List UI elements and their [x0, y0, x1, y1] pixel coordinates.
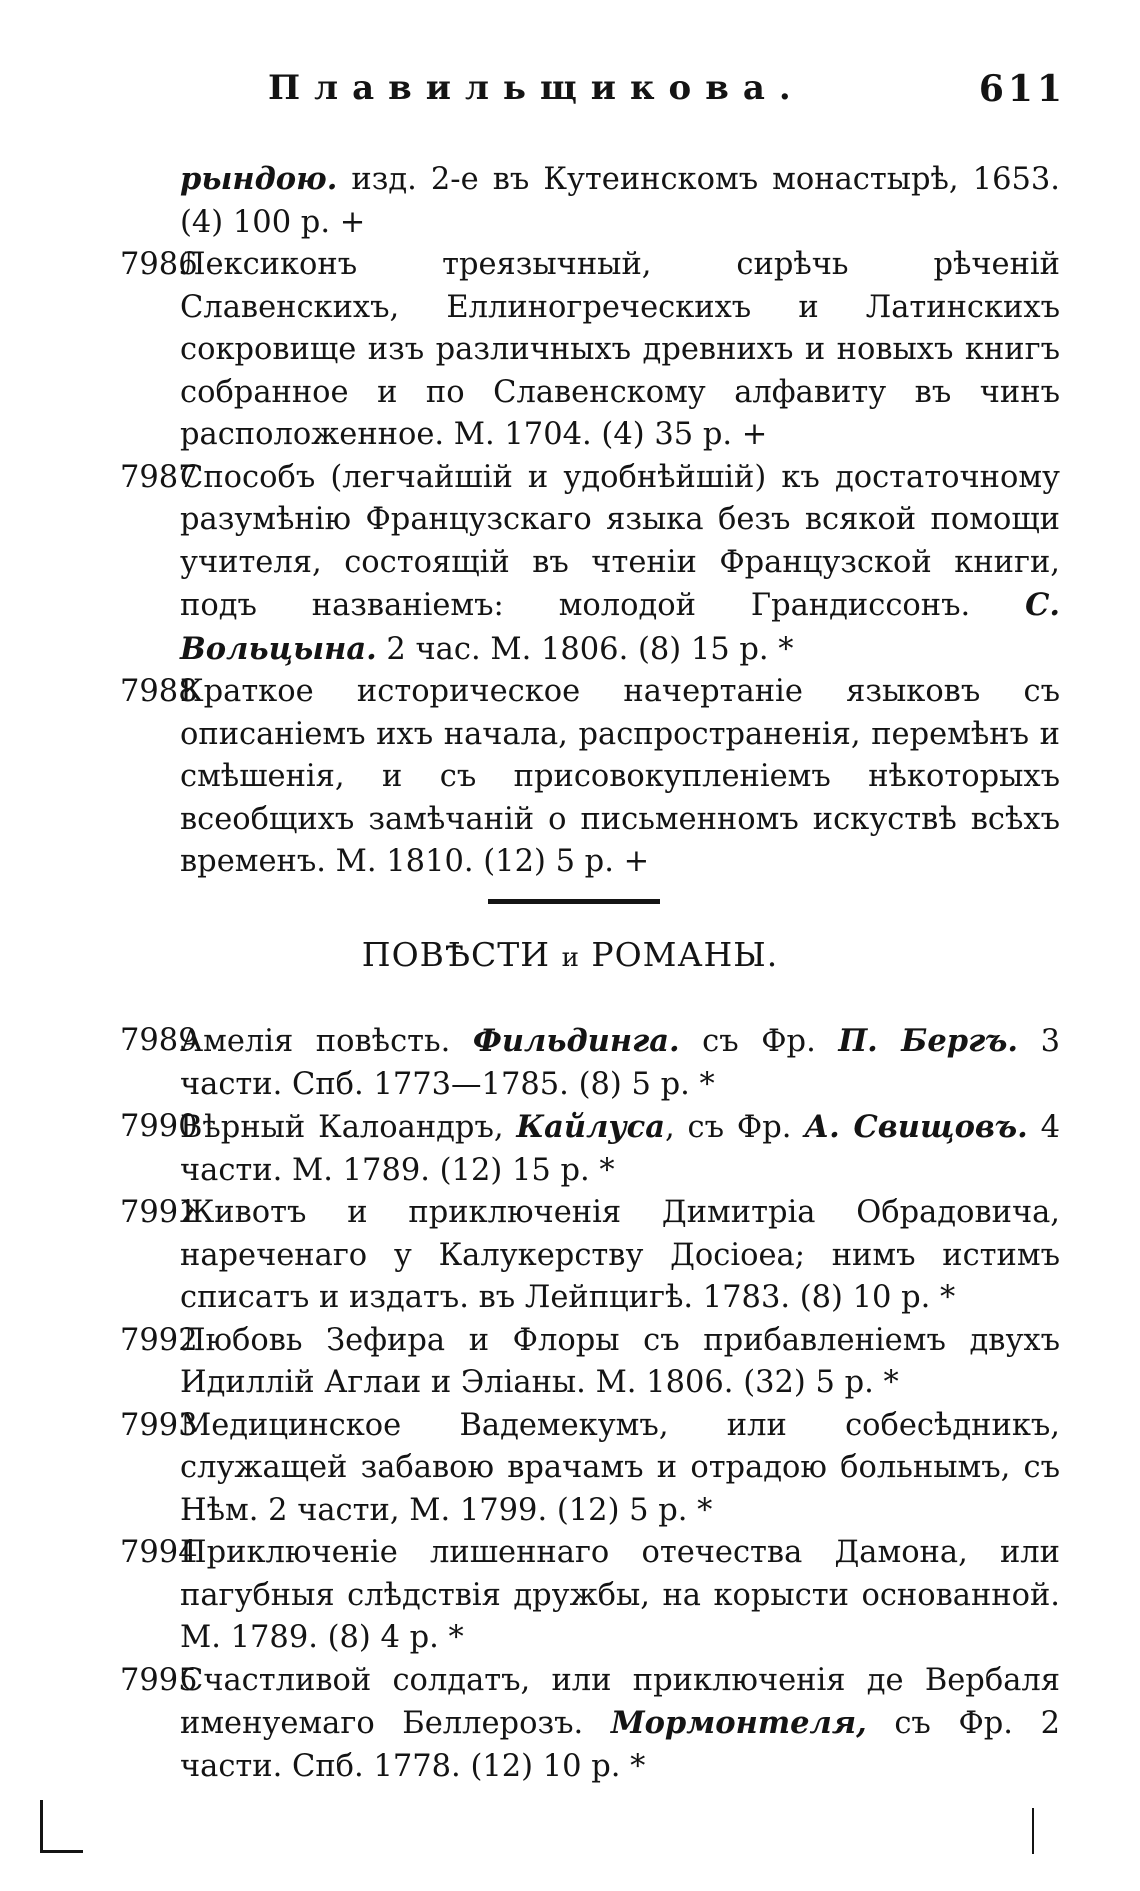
top-entries — [120, 158, 1060, 884]
entry-text-after: 4 части. М. 1789. (12) 15 р. * — [180, 1110, 1060, 1188]
entry-italic: Мормонтеля, — [610, 1705, 867, 1741]
section-heading-conj: и — [561, 943, 580, 973]
entry-italic: рындою. — [180, 161, 338, 197]
entry-number: 7992 — [120, 1322, 198, 1358]
entry-italic-2: А. Свищовъ. — [804, 1109, 1028, 1145]
entry-italic: Кайлуса — [516, 1109, 665, 1145]
list-item — [120, 158, 1060, 244]
list-item — [120, 671, 1060, 884]
list-item — [120, 1020, 1060, 1106]
list-item — [120, 1192, 1060, 1320]
section-heading-part1: ПОВѢСТИ — [361, 935, 551, 974]
entry-number: 7991 — [120, 1195, 198, 1230]
list-item — [120, 244, 1060, 457]
entry-text-middle: , съ Фр. — [665, 1110, 805, 1145]
entry-italic: С. Вольцына. — [180, 587, 1060, 667]
entry-number: 7994 — [120, 1535, 198, 1570]
margin-mark — [1032, 1808, 1034, 1854]
list-item — [120, 1405, 1060, 1533]
header-title: Плавильщикова. — [268, 68, 805, 108]
section-entries — [120, 1020, 1060, 1788]
entry-italic-2: П. Бергъ. — [838, 1023, 1019, 1059]
entry-text: Любовь Зефира и Флоры съ прибавленіемъ двухъ Идиллій Аглаи и Эліаны. М. 1806. (32) 5 р. * — [180, 1322, 1060, 1400]
section-heading-part2: РОМАНЫ. — [591, 935, 779, 974]
page-corner-mark — [40, 1800, 83, 1853]
running-header — [268, 68, 1066, 118]
entry-number: 7988 — [120, 674, 198, 709]
list-item — [120, 1106, 1060, 1192]
page-number: 611 — [978, 68, 1066, 110]
entry-text: Лексиконъ треязычный, сирѣчь рѣченій Славенскихъ, Еллиногреческихъ и Латинскихъ сокровище изъ различныхъ древнихъ и новыхъ книгъ собранное и по Славенскому алфавиту въ чинъ расположенное. М. 1704. (4) 35 р. + — [180, 247, 1060, 452]
entry-text: Краткое историческое начертаніе языковъ съ описаніемъ ихъ начала, распространенія, перемѣнъ и смѣшенія, и съ присовокупленіемъ нѣкоторыхъ всеобщихъ замѣчаній о письменномъ искуствѣ всѣхъ временъ. М. 1810. (12) 5 р. + — [180, 674, 1060, 879]
list-item — [120, 1320, 1060, 1405]
section-divider — [488, 899, 660, 904]
list-item — [120, 457, 1060, 672]
entry-text: Медицинское Вадемекумъ, или собесѣдникъ, служащей забавою врачамъ и отрадою больнымъ, съ Нѣм. 2 части, М. 1799. (12) 5 р. * — [180, 1407, 1060, 1528]
entry-text-after: 2 час. М. 1806. (8) 15 р. * — [376, 631, 794, 667]
entry-text-after: съ Фр. 2 части. Спб. 1778. (12) 10 р. * — [180, 1706, 1061, 1784]
entry-text: Счастливой солдатъ, или приключенія де Вербаля именуемаго Беллерозъ. — [180, 1662, 1060, 1741]
entry-number: 7995 — [120, 1662, 198, 1698]
entry-number: 7986 — [120, 247, 198, 282]
list-item — [120, 1660, 1060, 1789]
entry-number: 7989 — [120, 1023, 198, 1058]
entry-text: изд. 2-е въ Кутеинскомъ монастырѣ, 1653. (4) 100 р. + — [180, 162, 1060, 240]
entry-number: 7987 — [120, 459, 198, 495]
entry-text: Животъ и приключенія Димитріа Обрадовича, нареченаго у Калукерству Досіоеа; нимъ истимъ списатъ и издатъ. въ Лейпцигѣ. 1783. (8) 10 р. * — [180, 1195, 1060, 1315]
entry-number: 7993 — [120, 1407, 198, 1443]
section-heading — [0, 935, 1140, 974]
entry-text: Амелія повѣсть. — [180, 1024, 473, 1059]
list-item — [120, 1532, 1060, 1660]
entry-italic: Фильдинга. — [472, 1023, 680, 1059]
entry-text: Вѣрный Калоандръ, — [180, 1110, 517, 1145]
entry-text-middle: съ Фр. — [679, 1024, 839, 1059]
entry-number: 7990 — [120, 1109, 198, 1144]
entry-text: Способъ (легчайшій и удобнѣйшій) къ достаточному разумѣнію Французскаго языка безъ всякой помощи учителя, состоящій въ чтеніи Французской книги, подъ названіемъ: молодой Грандиссонъ. — [180, 459, 1060, 623]
entry-text: Приключеніе лишеннаго отечества Дамона, или пагубныя слѣдствія дружбы, на корысти основанной. М. 1789. (8) 4 р. * — [180, 1535, 1060, 1655]
entry-text-after: 3 части. Спб. 1773—1785. (8) 5 р. * — [180, 1024, 1060, 1102]
